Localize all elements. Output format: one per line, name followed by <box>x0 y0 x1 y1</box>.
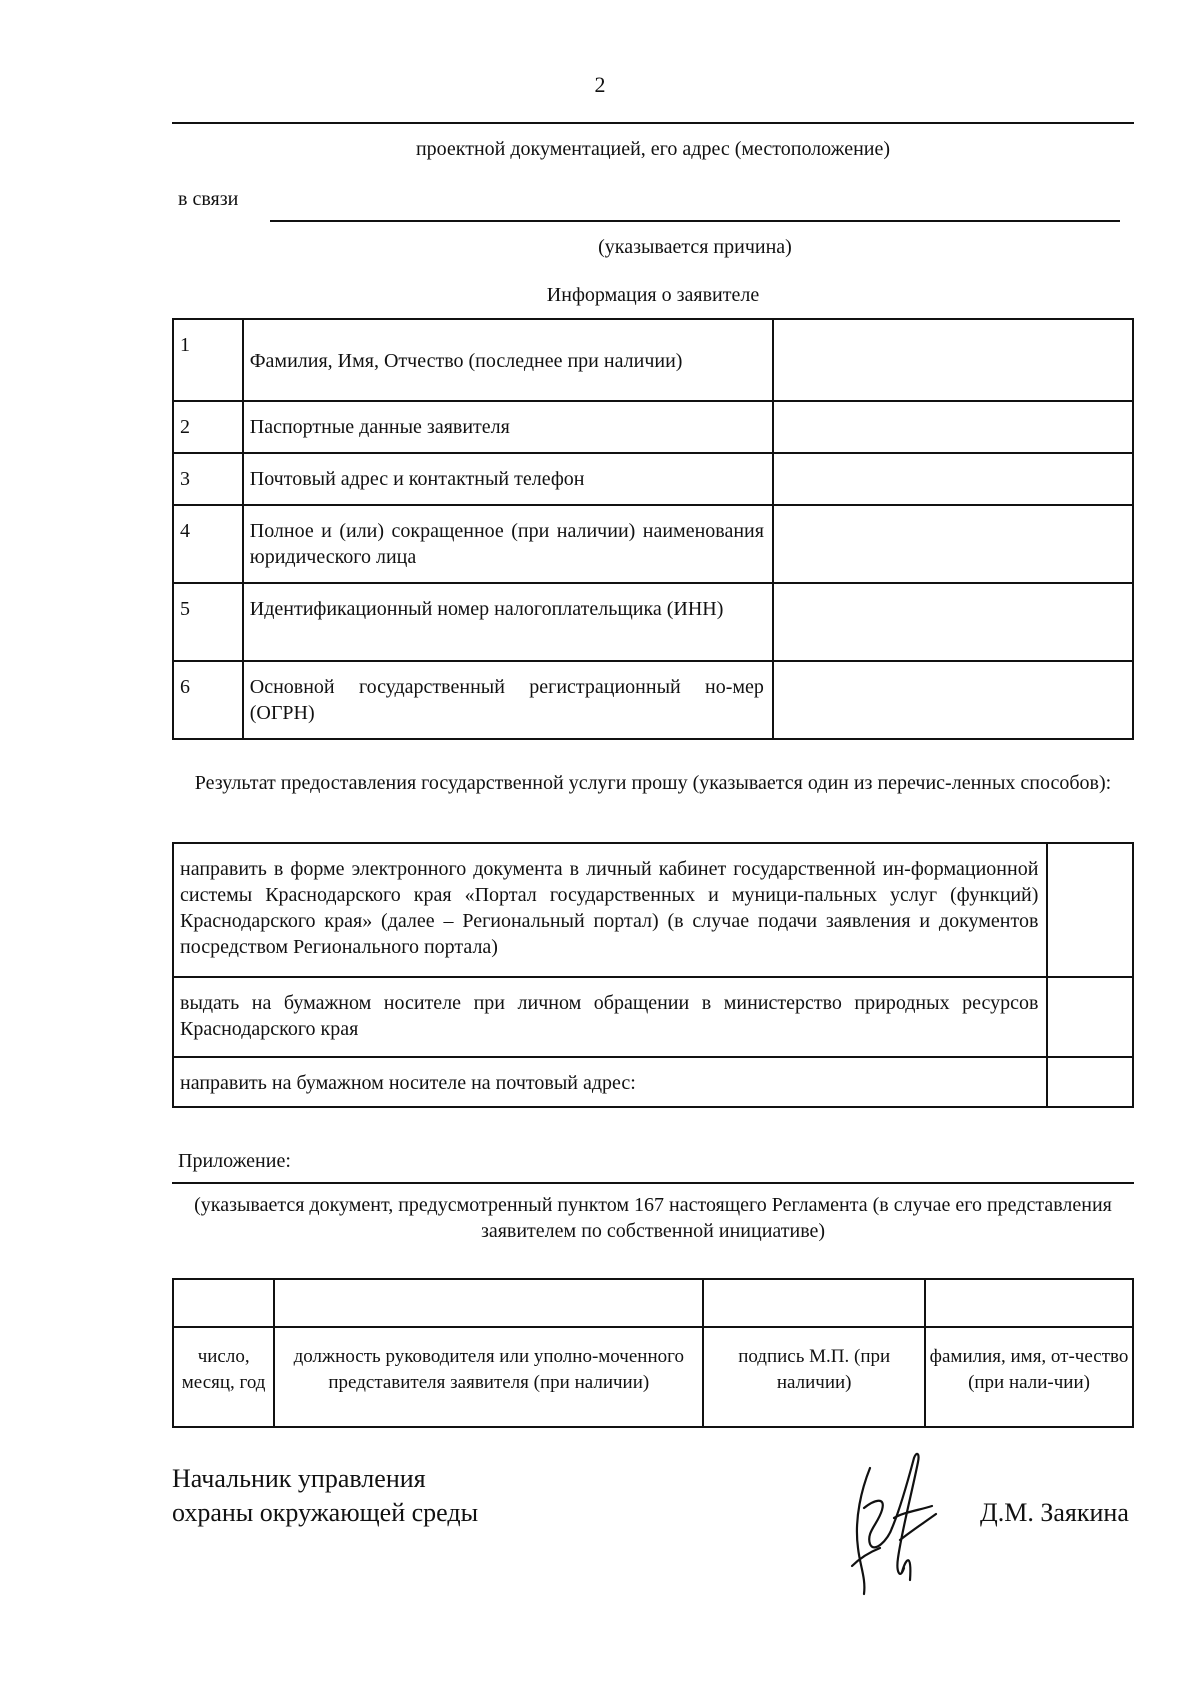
object-caption: проектной документацией, его адрес (местоположение) <box>415 138 891 160</box>
table-row <box>173 1057 1133 1107</box>
table-row <box>173 661 1133 739</box>
table-row <box>173 505 1133 583</box>
position-caption: должность руководителя или уполно-моченного представителя заявителя (при наличии) <box>274 1327 703 1427</box>
row-label: Почтовый адрес и контактный телефон <box>243 453 773 505</box>
applicant-info-table <box>172 318 1134 740</box>
table-row <box>173 977 1133 1057</box>
signer-name: Д.М. Заякина <box>980 1498 1129 1527</box>
table-row <box>173 1279 1133 1327</box>
result-method-intro: Результат предоставления государственной услуги прошу (указывается один из перечис-ленных способов): <box>194 772 1112 794</box>
option-paper-by-mail: направить на бумажном носителе на почтовый адрес: <box>173 1057 1047 1107</box>
option-paper-in-person-checkbox[interactable] <box>1047 977 1133 1057</box>
inn-field[interactable] <box>773 583 1133 661</box>
attachment-caption: (указывается документ, предусмотренный пунктом 167 настоящего Регламента (в случае его представления заявителем по собственной инициативе) <box>194 1194 1112 1242</box>
attachment-label: Приложение: <box>178 1150 291 1172</box>
row-number: 1 <box>173 319 243 401</box>
official-title-line1: Начальник управления <box>172 1464 426 1493</box>
official-title-line2: охраны окружающей среды <box>172 1498 479 1527</box>
option-electronic: направить в форме электронного документа в личный кабинет государственной ин-формационной системы Краснодарского края «Портал государственных и муници-пальных услуг (функций) Краснодарского края» (далее – Региональный портал) (в случае подачи заявления и документов посредством Регионального портала) <box>173 843 1047 977</box>
date-field[interactable] <box>173 1279 274 1327</box>
full-name-caption: фамилия, имя, от-чество (при нали-чии) <box>925 1327 1133 1427</box>
reason-label: в связи <box>178 188 239 210</box>
table-row <box>173 1327 1133 1427</box>
row-label: Паспортные данные заявителя <box>243 401 773 453</box>
ogrn-field[interactable] <box>773 661 1133 739</box>
row-number: 5 <box>173 583 243 661</box>
row-number: 4 <box>173 505 243 583</box>
table-row <box>173 583 1133 661</box>
attachment-line <box>172 1182 1134 1184</box>
table-row <box>173 843 1133 977</box>
option-electronic-checkbox[interactable] <box>1047 843 1133 977</box>
row-number: 6 <box>173 661 243 739</box>
full-name-sign-field[interactable] <box>925 1279 1133 1327</box>
table-row <box>173 401 1133 453</box>
row-label: Идентификационный номер налогоплательщика (ИНН) <box>243 583 773 661</box>
object-line <box>172 122 1134 124</box>
table-row <box>173 453 1133 505</box>
passport-field[interactable] <box>773 401 1133 453</box>
applicant-info-title: Информация о заявителе <box>546 284 760 306</box>
official-title <box>172 1462 478 1530</box>
handwritten-signature-icon <box>840 1448 960 1598</box>
position-field[interactable] <box>274 1279 703 1327</box>
date-caption: число, месяц, год <box>173 1327 274 1427</box>
result-method-table <box>172 842 1134 1108</box>
legal-entity-name-field[interactable] <box>773 505 1133 583</box>
row-number: 2 <box>173 401 243 453</box>
reason-caption: (указывается причина) <box>598 236 792 258</box>
table-row <box>173 319 1133 401</box>
row-number: 3 <box>173 453 243 505</box>
full-name-field[interactable] <box>773 319 1133 401</box>
row-label: Фамилия, Имя, Отчество (последнее при наличии) <box>243 319 773 401</box>
signature-block-table <box>172 1278 1134 1428</box>
option-paper-by-mail-checkbox[interactable] <box>1047 1057 1133 1107</box>
option-paper-in-person: выдать на бумажном носителе при личном обращении в министерство природных ресурсов Краснодарского края <box>173 977 1047 1057</box>
signature-caption: подпись М.П. (при наличии) <box>703 1327 925 1427</box>
signature-field[interactable] <box>703 1279 925 1327</box>
row-label: Полное и (или) сокращенное (при наличии) наименования юридического лица <box>243 505 773 583</box>
page-number: 2 <box>594 72 606 97</box>
row-label: Основной государственный регистрационный но-мер (ОГРН) <box>243 661 773 739</box>
reason-line <box>270 220 1120 222</box>
address-phone-field[interactable] <box>773 453 1133 505</box>
